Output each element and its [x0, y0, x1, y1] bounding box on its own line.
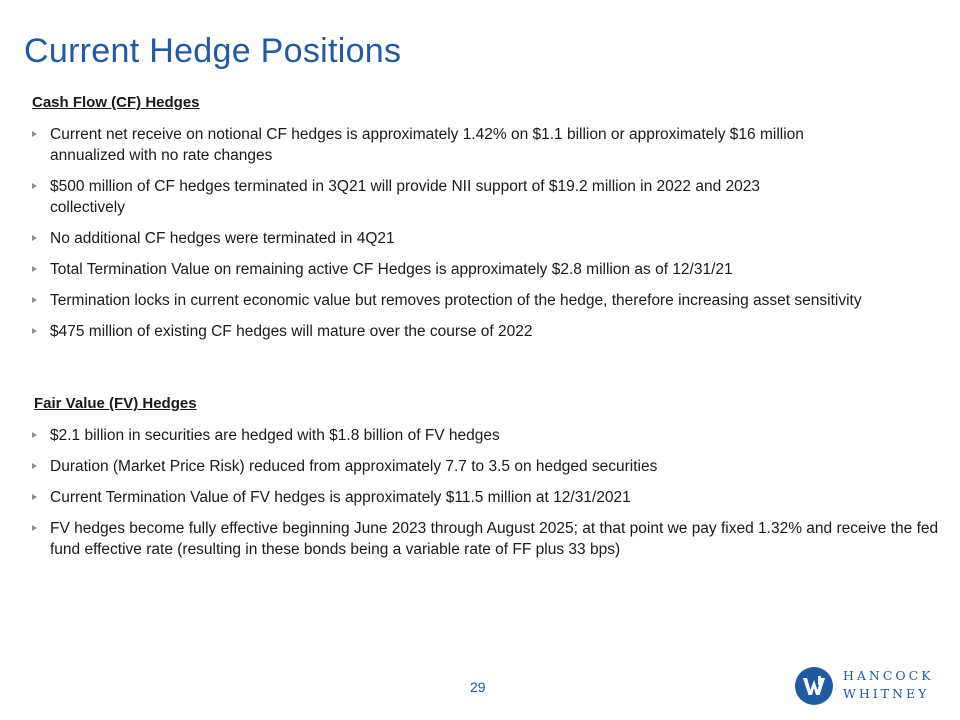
bullet-marker-icon: [32, 183, 37, 189]
hancock-whitney-logo-icon: [794, 666, 834, 706]
logo-text-hancock: HANCOCK: [843, 668, 934, 683]
bullet-text: Total Termination Value on remaining active CF Hedges is approximately $2.8 million as of 12/31/21: [50, 261, 733, 278]
bullet-text: Current Termination Value of FV hedges is approximately $11.5 million at 12/31/2021: [50, 489, 631, 506]
fv-section-heading: Fair Value (FV) Hedges: [34, 395, 197, 412]
bullet-marker-icon: [32, 297, 37, 303]
bullet-marker-icon: [32, 463, 37, 469]
list-item: [32, 176, 830, 218]
bullet-text: Current net receive on notional CF hedges is approximately 1.42% on $1.1 billion or approximately $16 million annualized with no rate changes: [50, 126, 804, 164]
bullet-marker-icon: [32, 235, 37, 241]
bullet-marker-icon: [32, 432, 37, 438]
bullet-text: $500 million of CF hedges terminated in 3Q21 will provide NII support of $19.2 million in 2022 and 2023 collectively: [50, 178, 760, 216]
bullet-marker-icon: [32, 328, 37, 334]
company-logo: [794, 666, 934, 706]
cf-section-heading: Cash Flow (CF) Hedges: [32, 94, 200, 111]
page-number: 29: [470, 679, 486, 695]
bullet-marker-icon: [32, 525, 37, 531]
bullet-text: FV hedges become fully effective beginning June 2023 through August 2025; at that point we pay fixed 1.32% and receive the fed fund effective rate (resulting in these bonds being a variable rate of FF plus 33 bps): [50, 520, 939, 558]
list-item: [32, 518, 950, 560]
bullet-text: Termination locks in current economic value but removes protection of the hedge, therefore increasing asset sensitivity: [50, 292, 862, 309]
bullet-text: $475 million of existing CF hedges will mature over the course of 2022: [50, 323, 533, 340]
list-item: [32, 425, 932, 446]
bullet-marker-icon: [32, 266, 37, 272]
list-item: [32, 321, 932, 342]
bullet-marker-icon: [32, 494, 37, 500]
logo-text-whitney: WHITNEY: [843, 686, 930, 701]
list-item: [32, 259, 932, 280]
fv-bullet-list: [32, 425, 939, 570]
list-item: [32, 456, 932, 477]
bullet-text: No additional CF hedges were terminated in 4Q21: [50, 230, 395, 247]
list-item: [32, 487, 932, 508]
bullet-marker-icon: [32, 131, 37, 137]
list-item: [32, 228, 932, 249]
list-item: [32, 124, 850, 166]
bullet-text: Duration (Market Price Risk) reduced from approximately 7.7 to 3.5 on hedged securities: [50, 458, 658, 475]
page-title: Current Hedge Positions: [24, 32, 402, 70]
list-item: [32, 290, 875, 311]
bullet-text: $2.1 billion in securities are hedged with $1.8 billion of FV hedges: [50, 427, 500, 444]
cf-bullet-list: [32, 124, 932, 352]
